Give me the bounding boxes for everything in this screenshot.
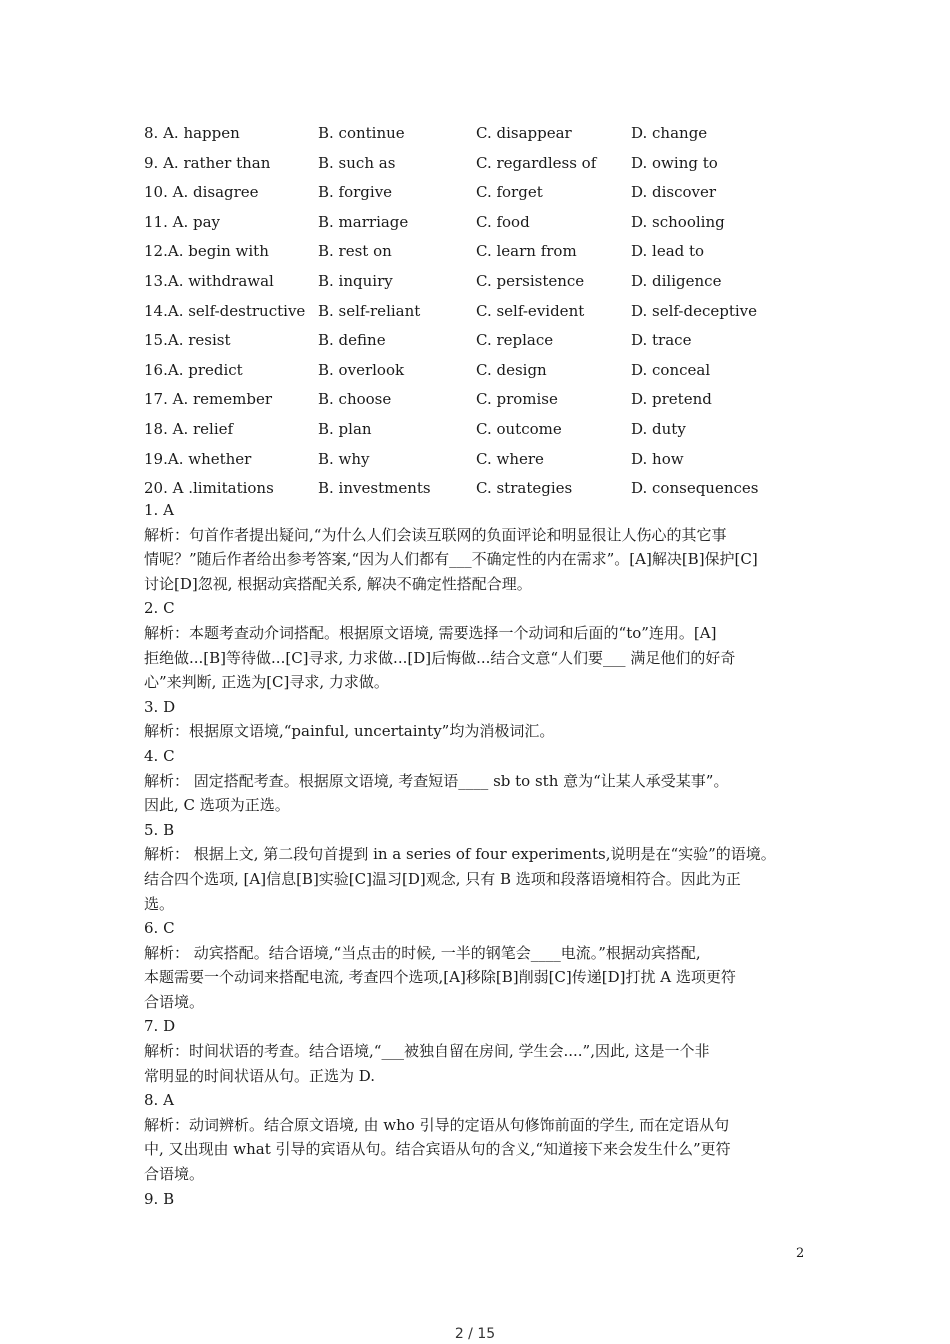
explanation-line: 合语境。: [144, 992, 205, 1011]
option-b: B. continue: [318, 124, 405, 142]
option-c: C. learn from: [476, 242, 577, 261]
option-a: 11. A. pay: [144, 212, 221, 231]
option-d: D. duty: [631, 419, 686, 438]
option-c: C. where: [476, 449, 544, 468]
option-a: 8. A. happen: [144, 124, 240, 142]
answer-number: 2. C: [144, 599, 175, 618]
option-row: [144, 357, 844, 387]
explanation-line: 合语境。: [144, 1165, 205, 1184]
explanation-line: 解析：动词辨析。结合原文语境, 由 who 引导的定语从句修饰前面的学生, 而在定语从句: [144, 1115, 730, 1134]
explanation-line: 解析： 动宾搭配。结合语境,“当点击的时候, 一半的钢笔会____电流。”根据动宾搭配,: [144, 943, 701, 962]
explanation-line: 解析：时间状语的考查。结合语境,“___被独自留在房间, 学生会....”,因此, 这是一个非: [144, 1042, 710, 1061]
explanation-line: 中, 又出现由 what 引导的宾语从句。结合宾语从句的含义,“知道接下来会发生什么”更符: [144, 1140, 731, 1159]
option-row: [144, 327, 844, 357]
option-d: D. owing to: [631, 153, 718, 172]
answer-number: 4. C: [144, 746, 175, 765]
option-d: D. conceal: [631, 360, 711, 379]
page-number: 2: [796, 1246, 805, 1261]
explanation-line: 解析：本题考查动介词搭配。根据原文语境, 需要选择一个动词和后面的“to”连用。[A]: [144, 623, 717, 642]
option-b: B. choose: [318, 390, 392, 409]
option-d: D. pretend: [631, 390, 712, 409]
option-c: C. design: [476, 360, 547, 379]
option-row: [144, 179, 844, 209]
answer-number: 9. B: [144, 1189, 175, 1208]
answer-number: 8. A: [144, 1091, 174, 1110]
explanation-line: 常明显的时间状语从句。正选为 D.: [144, 1066, 376, 1085]
option-d: D. discover: [631, 183, 717, 202]
option-c: C. replace: [476, 331, 554, 350]
option-a: 19.A. whether: [144, 449, 252, 468]
option-c: C. disappear: [476, 124, 572, 142]
option-c: C. promise: [476, 390, 558, 409]
option-row: [144, 120, 844, 150]
option-d: D. self-deceptive: [631, 301, 758, 320]
explanation-line: 选。: [144, 894, 175, 913]
option-b: B. why: [318, 449, 370, 468]
option-d: D. how: [631, 449, 684, 468]
option-a: 16.A. predict: [144, 360, 243, 379]
option-a: 14.A. self-destructive: [144, 301, 306, 320]
option-a: 12.A. begin with: [144, 242, 269, 261]
answer-number: 6. C: [144, 919, 175, 938]
option-a: 9. A. rather than: [144, 153, 271, 172]
option-b: B. investments: [318, 479, 431, 498]
option-b: B. self-reliant: [318, 301, 421, 320]
option-d: D. schooling: [631, 212, 725, 231]
explanation-line: 解析：根据原文语境,“painful, uncertainty”均为消极词汇。: [144, 722, 555, 741]
option-c: C. outcome: [476, 419, 562, 438]
option-d: D. diligence: [631, 271, 722, 290]
option-b: B. overlook: [318, 360, 405, 379]
option-b: B. marriage: [318, 212, 409, 231]
option-d: D. trace: [631, 331, 692, 350]
option-c: C. food: [476, 212, 530, 231]
options-table: [144, 120, 844, 505]
option-b: B. such as: [318, 153, 396, 172]
explanation-line: 解析：句首作者提出疑问,“为什么人们会读互联网的负面评论和明显很让人伤心的其它事: [144, 525, 727, 544]
option-b: B. plan: [318, 419, 372, 438]
explanation-line: 结合四个选项, [A]信息[B]实验[C]温习[D]观念, 只有 B 选项和段落语境相符合。因此为正: [144, 869, 741, 888]
explanation-line: 因此, C 选项为正选。: [144, 796, 290, 815]
explanation-line: 拒绝做...[B]等待做...[C]寻求, 力求做...[D]后悔做...结合文意“人们要___ 满足他们的好奇: [144, 648, 736, 667]
option-c: C. self-evident: [476, 301, 585, 320]
option-a: 18. A. relief: [144, 419, 234, 438]
option-c: C. strategies: [476, 479, 573, 498]
option-b: B. inquiry: [318, 271, 393, 290]
option-row: [144, 446, 844, 476]
answer-number: 5. B: [144, 820, 175, 839]
option-b: B. forgive: [318, 183, 393, 202]
option-d: D. change: [631, 124, 708, 142]
option-a: 20. A .limitations: [144, 479, 274, 498]
option-row: [144, 298, 844, 328]
page-indicator: 2 / 15: [454, 1326, 496, 1342]
option-c: C. persistence: [476, 271, 585, 290]
option-row: [144, 238, 844, 268]
option-a: 10. A. disagree: [144, 183, 259, 202]
option-row: [144, 386, 844, 416]
answer-number: 1. A: [144, 501, 174, 519]
answer-number: 7. D: [144, 1017, 176, 1036]
option-a: 17. A. remember: [144, 390, 273, 409]
option-c: C. regardless of: [476, 153, 597, 172]
answer-explanations: [144, 498, 834, 1211]
explanation-line: 情呢？”随后作者给出参考答案,“因为人们都有___不确定性的内在需求”。[A]解决[B]保护[C]: [144, 550, 758, 569]
option-row: [144, 209, 844, 239]
option-row: [144, 268, 844, 298]
option-d: D. lead to: [631, 242, 705, 261]
option-d: D. consequences: [631, 479, 759, 498]
option-b: B. define: [318, 331, 386, 350]
explanation-line: 心”来判断, 正选为[C]寻求, 力求做。: [144, 673, 389, 692]
explanation-line: 讨论[D]忽视, 根据动宾搭配关系, 解决不确定性搭配合理。: [144, 574, 532, 593]
explanation-line: 解析： 固定搭配考查。根据原文语境, 考查短语____ sb to sth 意为“让某人承受某事”。: [144, 771, 729, 790]
option-c: C. forget: [476, 183, 543, 202]
answer-number: 3. D: [144, 697, 176, 716]
option-row: [144, 416, 844, 446]
explanation-line: 本题需要一个动词来搭配电流, 考查四个选项,[A]移除[B]削弱[C]传递[D]打扰 A 选项更符: [144, 968, 736, 987]
option-a: 13.A. withdrawal: [144, 271, 274, 290]
option-row: [144, 150, 844, 180]
option-b: B. rest on: [318, 242, 392, 261]
explanation-line: 解析： 根据上文, 第二段句首提到 in a series of four experiments,说明是在“实验”的语境。: [144, 845, 776, 864]
option-a: 15.A. resist: [144, 331, 231, 350]
